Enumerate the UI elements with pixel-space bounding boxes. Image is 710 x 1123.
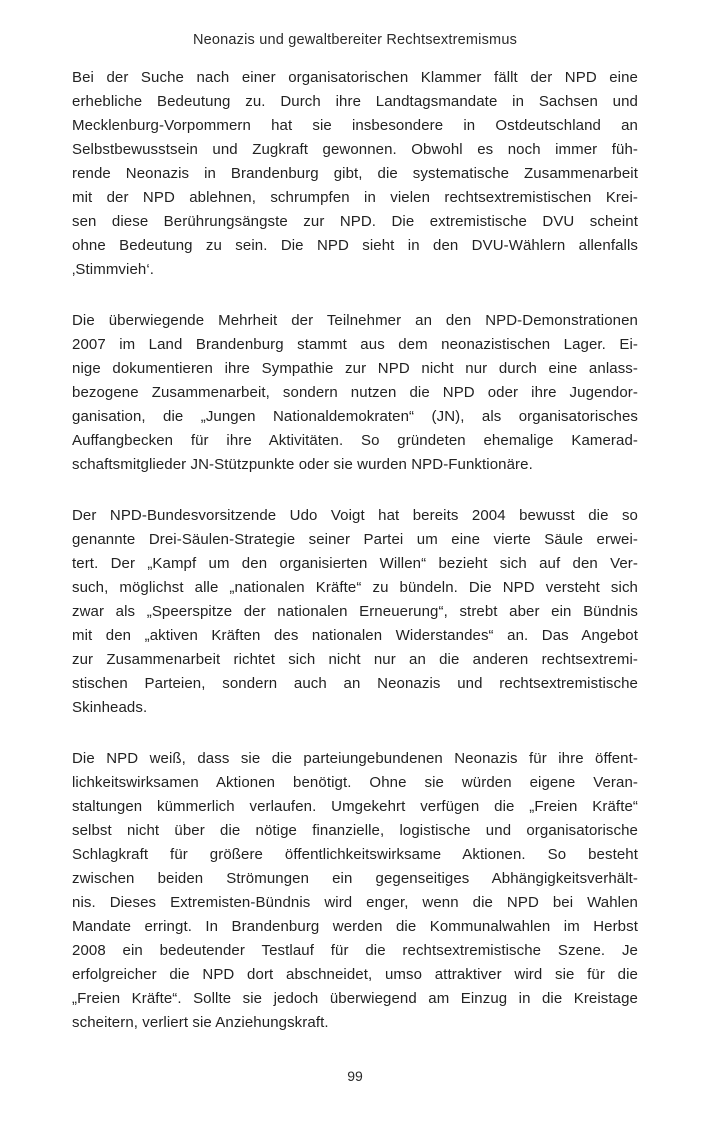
paragraph	[72, 747, 638, 1035]
text-line: Auffangbecken für ihre Aktivitäten. So gründeten ehemalige Kamerad-	[72, 432, 638, 449]
paragraph	[72, 309, 638, 477]
text-line: schaftsmitglieder JN-Stützpunkte oder sie wurden NPD-Funktionäre.	[72, 456, 533, 473]
text-line: nige dokumentieren ihre Sympathie zur NPD nicht nur durch eine anlass-	[72, 360, 638, 377]
text-line: Selbstbewusstsein und Zugkraft gewonnen. Obwohl es noch immer füh-	[72, 141, 638, 158]
text-line: zwar als „Speerspitze der nationalen Erneuerung“, strebt aber ein Bündnis	[72, 603, 638, 620]
text-line: selbst nicht über die nötige finanzielle, logistische und organisatorische	[72, 822, 638, 839]
page-number: 99	[347, 1068, 363, 1084]
text-line: scheitern, verliert sie Anziehungskraft.	[72, 1014, 329, 1031]
paragraph	[72, 66, 638, 282]
text-line: „Freien Kräfte“. Sollte sie jedoch überwiegend am Einzug in die Kreistage	[72, 990, 638, 1007]
text-line: sen diese Berührungsängste zur NPD. Die extremistische DVU scheint	[72, 213, 638, 230]
text-line: zwischen beiden Strömungen ein gegenseitiges Abhängigkeitsverhält-	[72, 870, 638, 887]
text-line: staltungen kümmerlich verlaufen. Umgekehrt verfügen die „Freien Kräfte“	[72, 798, 638, 815]
text-line: Mecklenburg-Vorpommern hat sie insbesondere in Ostdeutschland an	[72, 117, 638, 134]
text-line: Bei der Suche nach einer organisatorischen Klammer fällt der NPD eine	[72, 69, 638, 86]
text-line: tert. Der „Kampf um den organisierten Willen“ bezieht sich auf den Ver-	[72, 555, 638, 572]
text-line: Die überwiegende Mehrheit der Teilnehmer an den NPD-Demonstrationen	[72, 312, 638, 329]
text-line: 2008 ein bedeutender Testlauf für die rechtsextremistische Szene. Je	[72, 942, 638, 959]
text-line: ganisation, die „Jungen Nationaldemokraten“ (JN), als organisatorisches	[72, 408, 638, 425]
text-line: stischen Parteien, sondern auch an Neonazis und rechtsextremistische	[72, 675, 638, 692]
text-line: Skinheads.	[72, 699, 148, 716]
text-line: lichkeitswirksamen Aktionen benötigt. Ohne sie würden eigene Veran-	[72, 774, 638, 791]
text-line: erhebliche Bedeutung zu. Durch ihre Landtagsmandate in Sachsen und	[72, 93, 638, 110]
page-body	[72, 66, 638, 1035]
text-line: nis. Dieses Extremisten-Bündnis wird enger, wenn die NPD bei Wahlen	[72, 894, 638, 911]
running-header: Neonazis und gewaltbereiter Rechtsextremismus	[192, 32, 518, 48]
text-line: rende Neonazis in Brandenburg gibt, die systematische Zusammenarbeit	[72, 165, 638, 182]
text-line: erfolgreicher die NPD dort abschneidet, umso attraktiver wird sie für die	[72, 966, 638, 983]
text-line: zur Zusammenarbeit richtet sich nicht nur an die anderen rechtsextremi-	[72, 651, 638, 668]
paragraph	[72, 504, 638, 720]
text-line: mit der NPD ablehnen, schrumpfen in vielen rechtsextremistischen Krei-	[72, 189, 638, 206]
text-line: Mandate erringt. In Brandenburg werden die Kommunalwahlen im Herbst	[72, 918, 638, 935]
text-line: genannte Drei-Säulen-Strategie seiner Partei um eine vierte Säule erwei-	[72, 531, 638, 548]
text-line: bezogene Zusammenarbeit, sondern nutzen die NPD oder ihre Jugendor-	[72, 384, 638, 401]
text-line: mit den „aktiven Kräften des nationalen Widerstandes“ an. Das Angebot	[72, 627, 638, 644]
text-line: ohne Bedeutung zu sein. Die NPD sieht in den DVU-Wählern allenfalls	[72, 237, 638, 254]
text-line: Der NPD-Bundesvorsitzende Udo Voigt hat bereits 2004 bewusst die so	[72, 507, 638, 524]
text-line: Die NPD weiß, dass sie die parteiungebundenen Neonazis für ihre öffent-	[72, 750, 638, 767]
text-line: Schlagkraft für größere öffentlichkeitswirksame Aktionen. So besteht	[72, 846, 638, 863]
text-line: ‚Stimmvieh‘.	[72, 261, 155, 278]
text-line: 2007 im Land Brandenburg stammt aus dem neonazistischen Lager. Ei-	[72, 336, 638, 353]
text-line: such, möglichst alle „nationalen Kräfte“ zu bündeln. Die NPD versteht sich	[72, 579, 638, 596]
